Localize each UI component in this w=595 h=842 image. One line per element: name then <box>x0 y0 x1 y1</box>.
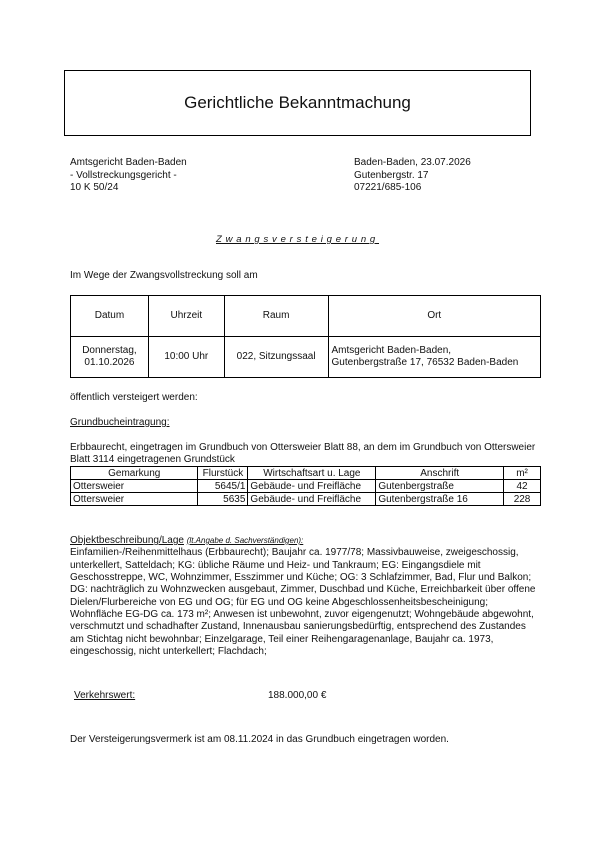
parcels-header-gemarkung: Gemarkung <box>71 467 198 480</box>
schedule-room: 022, Sitzungssaal <box>224 337 328 378</box>
schedule-place <box>328 337 540 378</box>
parcels-header-wirtschaftsart: Wirtschaftsart u. Lage <box>248 467 376 480</box>
title-box <box>64 70 531 136</box>
sender-street: Gutenbergstr. 17 <box>354 169 429 181</box>
parcel-wirtschaftsart: Gebäude- und Freifläche <box>248 493 376 506</box>
parcels-header-anschrift: Anschrift <box>376 467 504 480</box>
parcel-flurstueck: 5635 <box>198 493 248 506</box>
parcel-anschrift: Gutenbergstraße <box>376 480 504 493</box>
schedule-header-row <box>71 296 541 337</box>
parcels-table <box>70 466 541 506</box>
object-description <box>70 535 542 658</box>
land-register-label: Grundbucheintragung: <box>70 417 170 428</box>
schedule-weekday: Donnerstag, <box>82 344 137 356</box>
schedule-place-line1: Amtsgericht Baden-Baden, <box>331 344 452 356</box>
schedule-table <box>70 295 541 378</box>
auction-text: öffentlich versteigert werden: <box>70 392 198 403</box>
parcels-header-row <box>71 467 541 480</box>
intro-text: Im Wege der Zwangsvollstreckung soll am <box>70 270 258 281</box>
parcel-area: 228 <box>504 493 541 506</box>
schedule-date <box>71 337 149 378</box>
schedule-header-room: Raum <box>224 296 328 337</box>
file-number: 10 K 50/24 <box>70 182 119 193</box>
object-text: Einfamilien-/Reihenmittelhaus (Erbbaurecht); Baujahr ca. 1977/78; Massivbauweise, zweigeschossig, unterkellert, Satteldach; KG: übliche Räume und Heiz- und Tankraum; EG: Eingangsdiele mit Geschosstreppe, WC, Wohnzimmer, Esszimmer und Küche; OG: 3 Schlafzimmer, Bad, Flur und Balkon; DG: nachträglich zu Wohnzwecken ausgebaut, Zimmer, Duschbad und Küche, Erreichbarkeit über offene Dielen/Flurbereiche von EG und OG; für EG und OG keine Abgeschlossenheitsbescheinigung; Wohnfläche EG-DG ca. 173 m²; Anwesen ist unbewohnt, zuvor eigengenutzt; Wohngebäude abgewohnt, verschmutzt und schadhafter Zustand, Innenausbau sanierungsbedürftig, entsprechend des Zustandes am Stichtag nicht bewohnbar; Einzelgarage, Teil einer Reihengaragenanlage, Baujahr ca. 1973, eingeschossig, nicht unterkellert; Flachdach; <box>70 547 536 658</box>
table-row <box>71 480 541 493</box>
document-title: Gerichtliche Bekanntmachung <box>184 93 411 112</box>
object-source: (lt.Angabe d. Sachverständigen): <box>186 536 304 545</box>
parcel-gemarkung: Ottersweier <box>71 493 198 506</box>
market-value: 188.000,00 € <box>268 690 327 701</box>
schedule-place-line2: Gutenbergstraße 17, 76532 Baden-Baden <box>331 357 519 368</box>
market-value-label: Verkehrswert: <box>74 690 136 701</box>
court-department: - Vollstreckungsgericht - <box>70 169 177 181</box>
place-date: Baden-Baden, 23.07.2026 <box>354 157 471 168</box>
sender-phone: 07221/685-106 <box>354 182 422 193</box>
parcel-anschrift: Gutenbergstraße 16 <box>376 493 504 506</box>
schedule-header-time: Uhrzeit <box>148 296 224 337</box>
schedule-header-date: Datum <box>71 296 149 337</box>
court-name: Amtsgericht Baden-Baden <box>70 157 187 168</box>
closing-text: Der Versteigerungsvermerk ist am 08.11.2024 in das Grundbuch eingetragen worden. <box>70 734 449 745</box>
parcel-wirtschaftsart: Gebäude- und Freifläche <box>248 480 376 493</box>
land-register-text: Erbbaurecht, eingetragen im Grundbuch von Ottersweier Blatt 88, an dem im Grundbuch von Ottersweier Blatt 3114 eingetragenen Grundstück <box>70 442 536 465</box>
sender-block <box>354 157 471 195</box>
table-row <box>71 493 541 506</box>
section-heading: Zwangsversteigerung <box>215 234 380 245</box>
schedule-date-value: 01.10.2026 <box>84 357 135 368</box>
schedule-time: 10:00 Uhr <box>148 337 224 378</box>
parcel-area: 42 <box>504 480 541 493</box>
schedule-header-place: Ort <box>328 296 540 337</box>
object-heading <box>70 535 542 547</box>
court-address-block <box>70 157 187 195</box>
parcel-gemarkung: Ottersweier <box>71 480 198 493</box>
schedule-row <box>71 337 541 378</box>
parcels-header-flurstueck: Flurstück <box>198 467 248 480</box>
parcels-header-area: m² <box>504 467 541 480</box>
parcel-flurstueck: 5645/1 <box>198 480 248 493</box>
object-label: Objektbeschreibung/Lage <box>70 535 184 546</box>
